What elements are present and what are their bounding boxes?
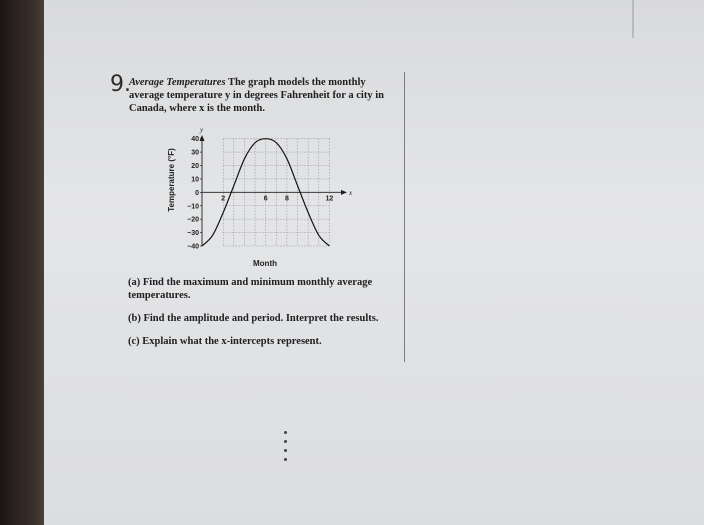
ellipsis-dots [284, 431, 287, 467]
question-number: 9. [110, 72, 131, 97]
x-tick-label: 2 [221, 195, 226, 203]
y-axis-symbol: y [200, 126, 204, 134]
y-tick-label: −10 [187, 203, 199, 211]
x-axis-symbol: x [349, 188, 353, 197]
part-b [128, 312, 398, 325]
x-axis-label: Month [253, 259, 277, 268]
y-tick-label: 10 [191, 176, 199, 184]
x-tick-label: 8 [284, 195, 289, 203]
desk-background [0, 0, 48, 525]
y-axis-arrow [200, 135, 205, 141]
x-tick-label: 6 [263, 195, 268, 203]
chart-axes [199, 126, 353, 246]
question-intro [129, 76, 399, 115]
part-c-label: (c) [128, 336, 140, 347]
temperature-chart [150, 118, 353, 258]
part-b-label: (b) [128, 313, 141, 324]
y-tick-label: 40 [191, 136, 199, 144]
y-tick-label: −40 [187, 243, 199, 251]
x-tick-label: 12 [325, 195, 334, 203]
y-tick-label: −30 [187, 230, 199, 238]
y-tick-label: −20 [187, 216, 199, 224]
part-a-label: (a) [128, 277, 141, 288]
chart-ticks [187, 136, 333, 250]
y-axis-label: Temperature (°F) [167, 148, 176, 212]
x-axis-arrow [341, 190, 347, 195]
part-b-text: Find the amplitude and period. Interpret the results. [143, 313, 379, 324]
part-c-text: Explain what the x-intercepts represent. [142, 336, 322, 347]
y-tick-label: 20 [191, 163, 199, 171]
part-c [128, 335, 398, 348]
part-a [128, 276, 398, 302]
y-tick-label: 0 [195, 189, 199, 197]
y-tick-label: 30 [191, 149, 199, 157]
question-heading: Average Temperatures [129, 77, 226, 88]
part-a-text: Find the maximum and minimum monthly average temperatures. [128, 277, 373, 301]
question-parts [128, 276, 398, 358]
question-intro-text: The graph models the monthly average temperature y in degrees Fahrenheit for a city in Canada, where x is the month. [129, 77, 384, 114]
page-edge-mark [632, 0, 634, 38]
margin-rule [404, 72, 405, 362]
